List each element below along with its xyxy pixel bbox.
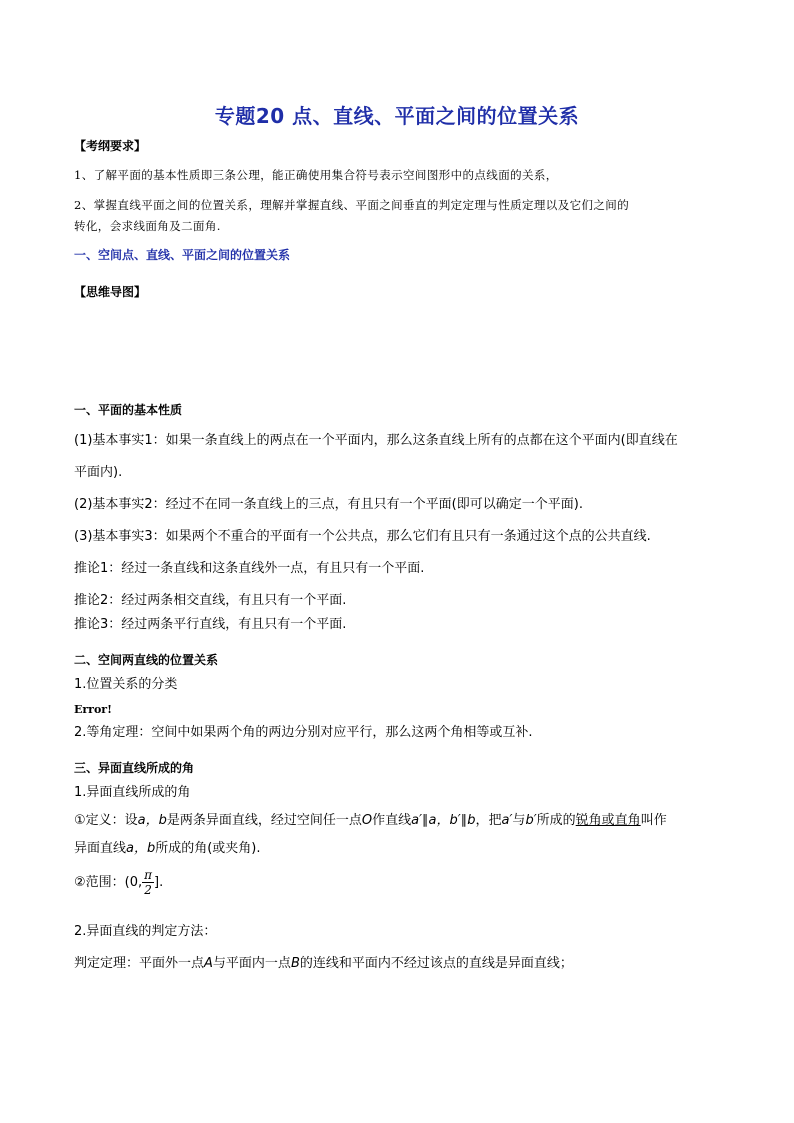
corollary-3: 推论3：经过两条平行直线，有且只有一个平面.	[74, 617, 347, 632]
judge-theorem: 判定定理：平面外一点A与平面内一点B的连线和平面内不经过该点的直线是异面直线；	[74, 956, 573, 971]
plane-properties-heading: 一、平面的基本性质	[74, 403, 183, 417]
syllabus-item-1: 1、了解平面的基本性质即三条公理，能正确使用集合符号表示空间图形中的点线面的关系，	[74, 168, 558, 182]
error-text: Error!	[74, 703, 112, 716]
definition-line-1: ①定义：设a，b是两条异面直线，经过空间任一点O作直线a′∥a，b′∥b，把a′与b′所成的锐角或直角叫作	[74, 813, 667, 828]
mindmap-heading: 【思维导图】	[74, 285, 147, 299]
fact-2: (2)基本事实2：经过不在同一条直线上的三点，有且只有一个平面(即可以确定一个平面).	[74, 497, 583, 512]
skew-judge-heading: 2.异面直线的判定方法：	[74, 924, 217, 939]
two-lines-sub-1: 1.位置关系的分类	[74, 677, 178, 692]
fact-3: (3)基本事实3：如果两个不重合的平面有一个公共点，那么它们有且只有一条通过这个点的公共直线.	[74, 529, 651, 544]
pi-over-2-fraction: $\frac{\pi}{2}$	[144, 868, 153, 897]
equal-angle-theorem: 2.等角定理：空间中如果两个角的两边分别对应平行，那么这两个角相等或互补.	[74, 725, 533, 740]
definition-line-2: 异面直线a，b所成的角(或夹角).	[74, 841, 261, 856]
range-line: ②范围：(0, $\frac{\pi}{2}$ ].	[74, 868, 164, 897]
syllabus-heading: 【考纲要求】	[74, 139, 147, 153]
syllabus-item-2-line-1: 2、掌握直线平面之间的位置关系，理解并掌握直线、平面之间垂直的判定定理与性质定理以及它们之间的	[74, 198, 630, 212]
two-lines-heading: 二、空间两直线的位置关系	[74, 653, 219, 667]
corollary-1: 推论1：经过一条直线和这条直线外一点，有且只有一个平面.	[74, 561, 425, 576]
skew-angle-heading: 三、异面直线所成的角	[74, 761, 195, 775]
fact-1-line-2: 平面内).	[74, 465, 123, 480]
section-1-heading: 一、空间点、直线、平面之间的位置关系	[74, 248, 291, 262]
fact-1-line-1: (1)基本事实1：如果一条直线上的两点在一个平面内，那么这条直线上所有的点都在这个平面内(即直线在	[74, 433, 678, 448]
syllabus-item-2-line-2: 转化，会求线面角及二面角.	[74, 219, 221, 233]
skew-angle-sub-1: 1.异面直线所成的角	[74, 785, 191, 800]
underlined-term: 锐角或直角	[575, 813, 641, 828]
corollary-2: 推论2：经过两条相交直线，有且只有一个平面.	[74, 593, 347, 608]
page-title: 专题20 点、直线、平面之间的位置关系	[214, 104, 580, 128]
